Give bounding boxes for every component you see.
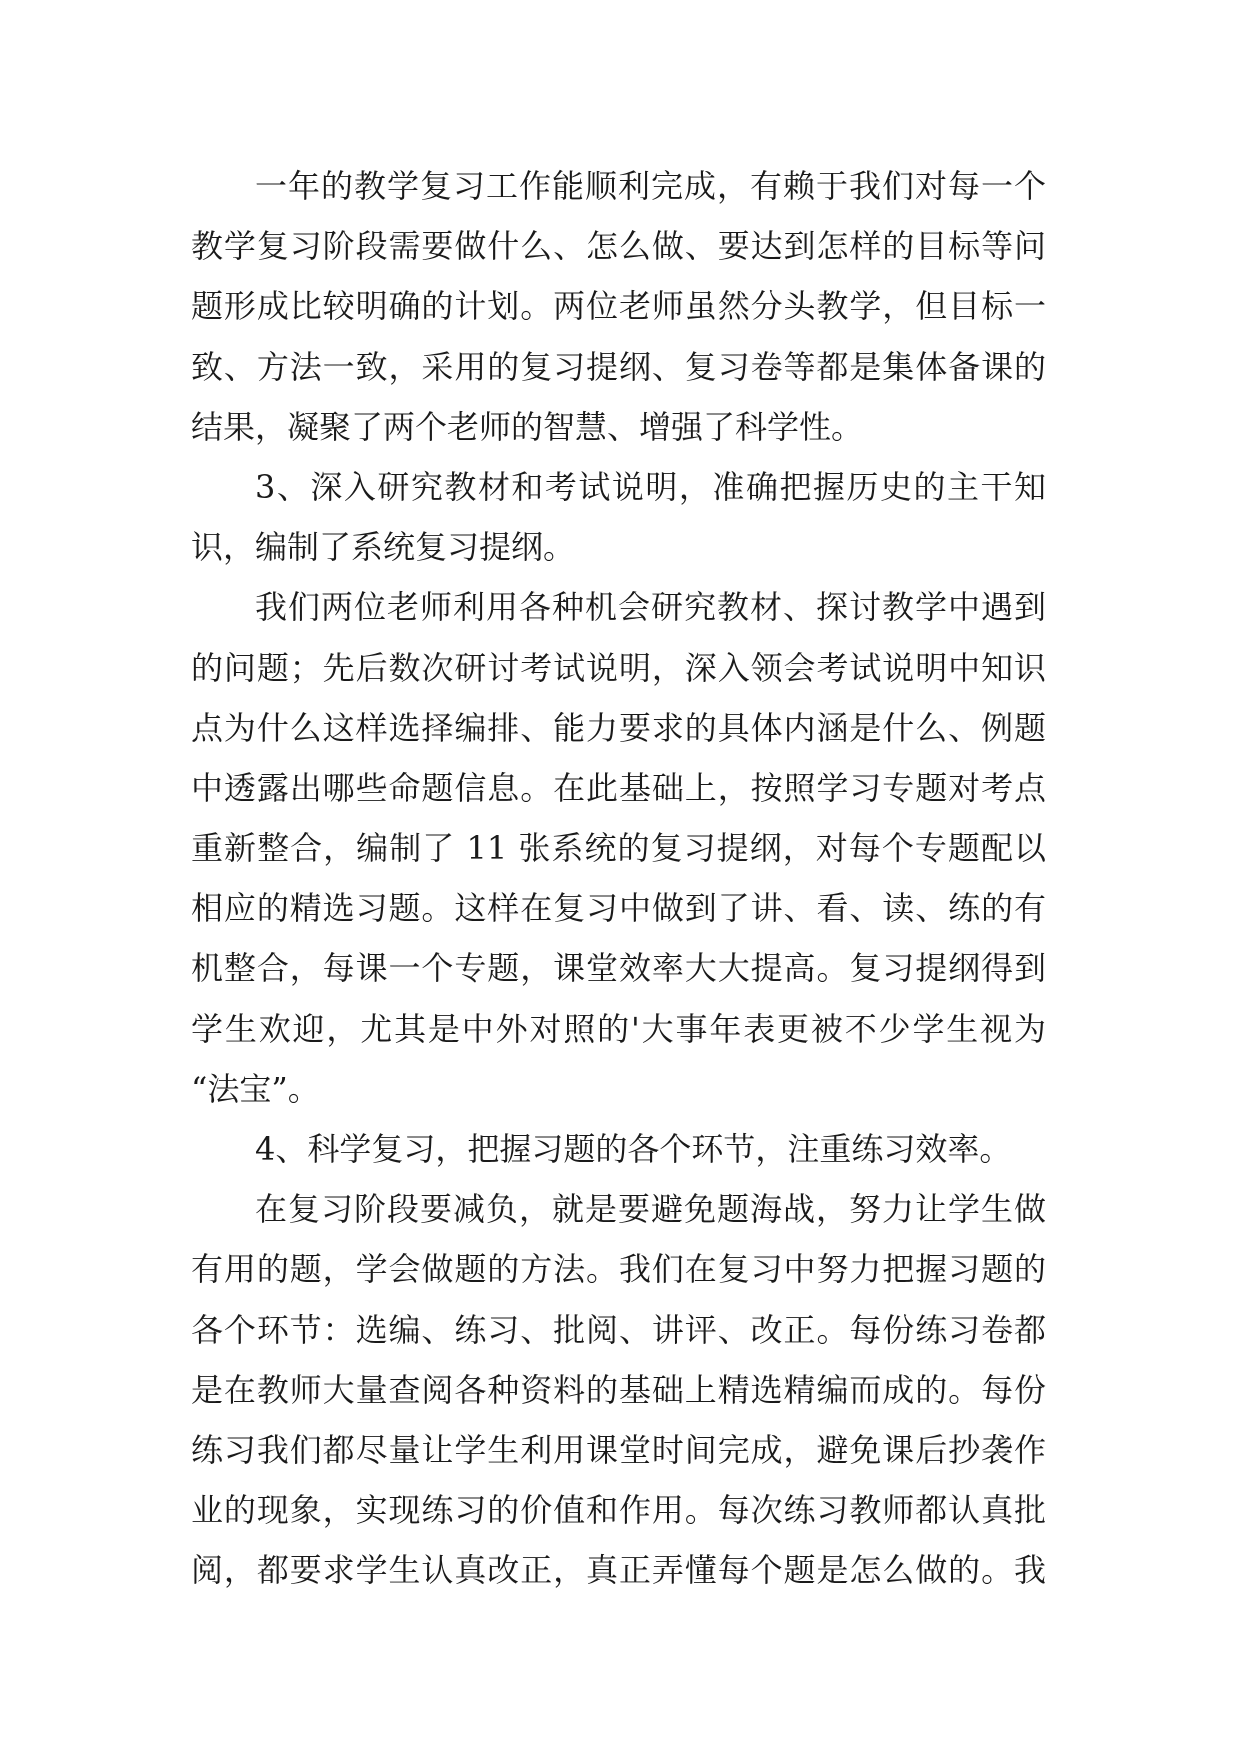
paragraph-line: 练习我们都尽量让学生利用课堂时间完成，避免课后抄袭作 [191,1430,1046,1469]
paragraph-line: 有用的题，学会做题的方法。我们在复习中努力把握习题的 [191,1250,1046,1289]
paragraph-line: 教学复习阶段需要做什么、怎么做、要达到怎样的目标等问 [191,227,1046,266]
paragraph-line: 是在教师大量查阅各种资料的基础上精选精编而成的。每份 [191,1370,1046,1409]
paragraph-line: 各个环节：选编、练习、批阅、讲评、改正。每份练习卷都 [191,1310,1046,1349]
paragraph-line: 致、方法一致，采用的复习提纲、复习卷等都是集体备课的 [191,347,1046,386]
paragraph-line: 机整合，每课一个专题，课堂效率大大提高。复习提纲得到 [191,949,1046,988]
paragraph-line: 一年的教学复习工作能顺利完成，有赖于我们对每一个 [255,167,1046,205]
paragraph-line: 重新整合，编制了 11 张系统的复习提纲，对每个专题配以 [191,829,1046,868]
section-heading-line: 识，编制了系统复习提纲。 [191,528,576,567]
paragraph-line: 点为什么这样选择编排、能力要求的具体内涵是什么、例题 [191,708,1046,747]
section-heading-line: 3、深入研究教材和考试说明，准确把握历史的主干知 [255,467,1046,506]
paragraph-line: “法宝”。 [191,1069,320,1108]
paragraph-line: 的问题；先后数次研讨考试说明，深入领会考试说明中知识 [191,648,1046,687]
section-heading-line: 4、科学复习，把握习题的各个环节，注重练习效率。 [255,1130,1012,1168]
paragraph-line: 题形成比较明确的计划。两位老师虽然分头教学，但目标一 [191,287,1046,326]
paragraph-line: 我们两位老师利用各种机会研究教材、探讨教学中遇到 [255,588,1046,627]
paragraph-line: 学生欢迎，尤其是中外对照的'大事年表更被不少学生视为 [191,1009,1046,1048]
paragraph-line: 结果，凝聚了两个老师的智慧、增强了科学性。 [191,407,864,446]
paragraph-line: 在复习阶段要减负，就是要避免题海战，努力让学生做 [255,1190,1046,1229]
body-text [191,156,1046,1601]
paragraph-line: 阅，都要求学生认真改正，真正弄懂每个题是怎么做的。我 [191,1551,1046,1590]
paragraph-line: 中透露出哪些命题信息。在此基础上，按照学习专题对考点 [191,768,1046,807]
paragraph-line: 相应的精选习题。这样在复习中做到了讲、看、读、练的有 [191,889,1046,928]
paragraph-line: 业的现象，实现练习的价值和作用。每次练习教师都认真批 [191,1491,1046,1530]
